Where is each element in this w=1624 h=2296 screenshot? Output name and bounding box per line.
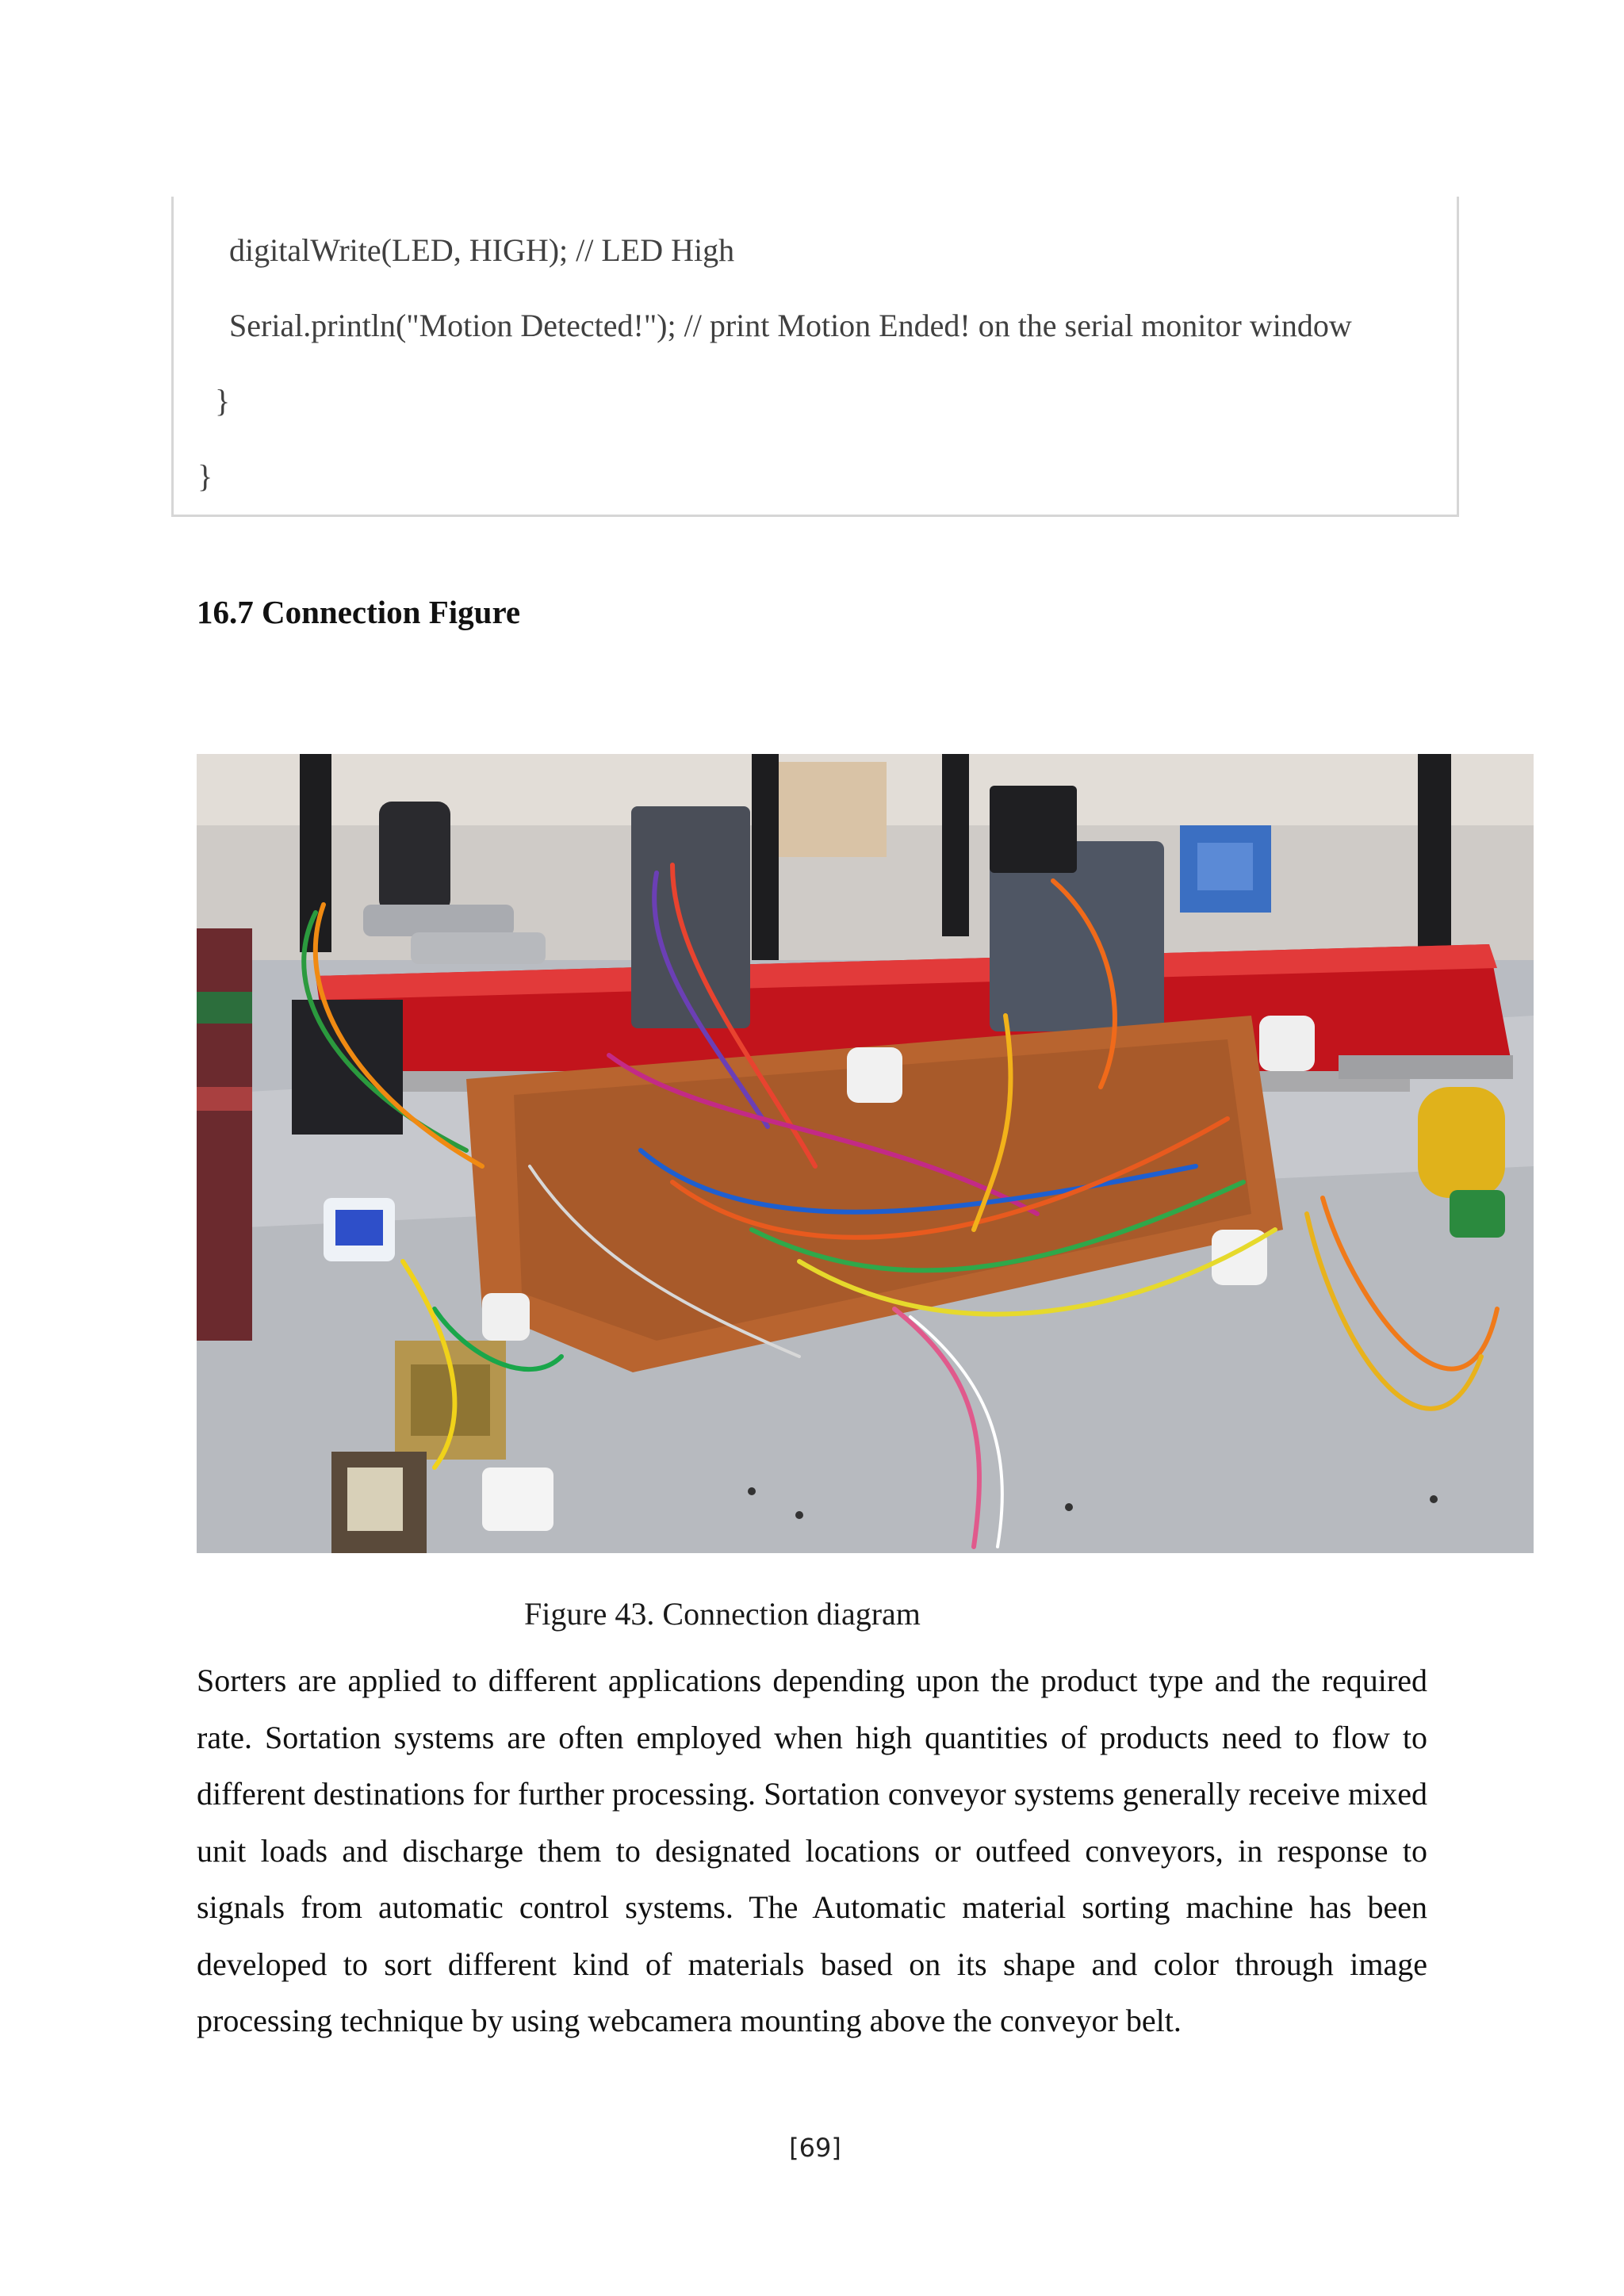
code-line-serial-println: Serial.println("Motion Detected!"); // print Motion Ended! on the serial monitor window [229, 308, 1352, 343]
connection-photo [197, 754, 1534, 1553]
figure-caption: Figure 43. Connection diagram [524, 1596, 921, 1632]
page-number: [69] [789, 2133, 841, 2163]
code-line-closing-brace-inner: } [215, 383, 231, 419]
section-heading: 16.7 Connection Figure [197, 594, 521, 630]
code-block [171, 197, 1459, 517]
body-paragraph: Sorters are applied to different applications depending upon the product type and the required rate. Sortation systems are often employed when high quantities of products need to flow to different destinations for further processing. Sortation conveyor systems generally receive mixed unit loads and discharge them to designated locations or outfeed conveyors, in response to signals from automatic control systems. The Automatic material sorting machine has been developed to sort different kind of materials based on its shape and color through image processing technique by using webcamera mounting above the conveyor belt. [197, 1663, 1427, 2038]
code-line-closing-brace-outer: } [197, 458, 213, 494]
code-line-digitalwrite: digitalWrite(LED, HIGH); // LED High [229, 232, 735, 268]
